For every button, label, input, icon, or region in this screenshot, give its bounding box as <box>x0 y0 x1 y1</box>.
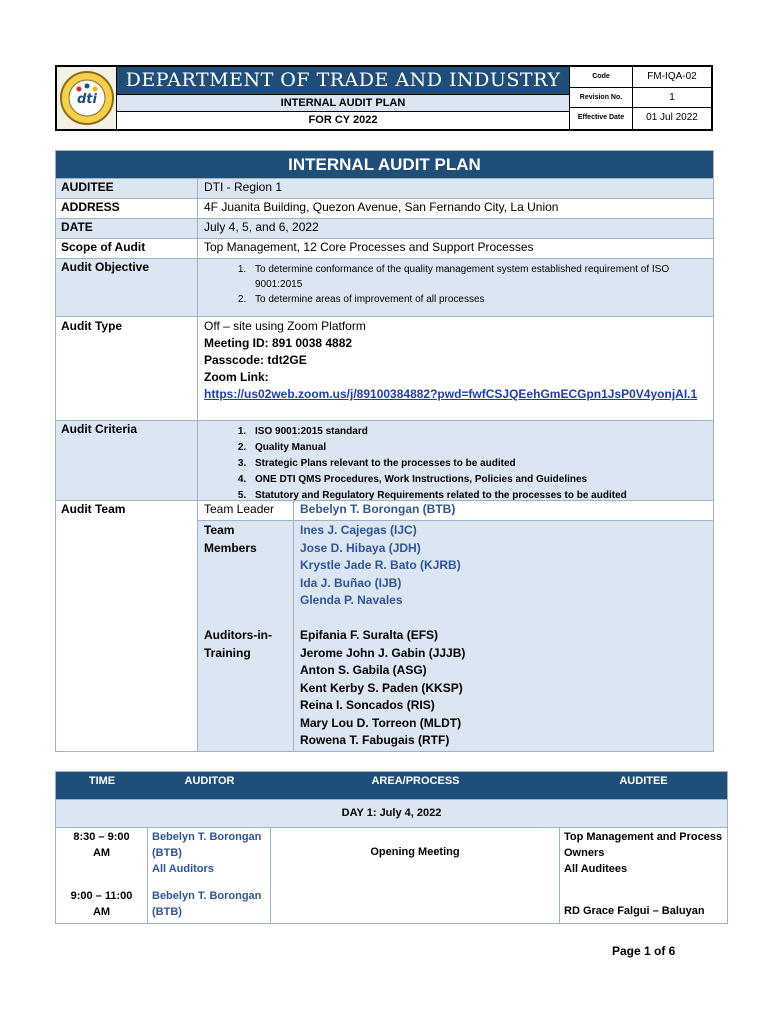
row-audit-type <box>56 316 713 420</box>
time-line: AM <box>92 906 111 918</box>
zoom-link-label: Zoom Link: <box>204 370 269 384</box>
list-item: 3. Strategic Plans relevant to the processes to be audited <box>249 456 707 472</box>
row-label: Audit Criteria <box>56 421 198 500</box>
criteria-list <box>204 424 707 504</box>
time-cell <box>56 887 148 923</box>
team-leader-name: Bebelyn T. Borongan (BTB) <box>300 502 456 516</box>
meta-value: 1 <box>669 91 675 103</box>
meta-effective-date <box>570 108 711 129</box>
meta-label: Effective Date <box>570 108 633 129</box>
trainee: Reina I. Soncados (RIS) <box>300 698 435 712</box>
doc-meta <box>569 67 711 129</box>
time-cell <box>56 828 148 887</box>
row-label: Audit Type <box>56 317 198 420</box>
row-value: Top Management, 12 Core Processes and Support Processes <box>204 240 534 254</box>
row-address <box>56 198 713 218</box>
trainees-label-line: Auditors-in- <box>204 628 272 642</box>
document-header <box>55 65 713 131</box>
col-area: AREA/PROCESS <box>371 775 460 787</box>
list-item: 1. ISO 9001:2015 standard <box>249 424 707 440</box>
meta-value: 01 Jul 2022 <box>646 112 698 124</box>
list-item: 2. To determine areas of improvement of all processes <box>249 292 707 307</box>
col-time: TIME <box>88 775 116 787</box>
row-criteria <box>56 420 713 500</box>
dti-logo <box>57 67 117 129</box>
team-member: Jose D. Hibaya (JDH) <box>300 540 421 555</box>
passcode: Passcode: tdt2GE <box>204 353 307 367</box>
page-number: Page 1 of 6 <box>612 944 676 958</box>
row-audit-team <box>56 500 713 751</box>
schedule-header <box>56 772 727 799</box>
list-item: 4. ONE DTI QMS Procedures, Work Instructions, Policies and Guidelines <box>249 472 707 488</box>
area-cell <box>271 887 560 923</box>
list-item: 2. Quality Manual <box>249 440 707 456</box>
team-details <box>198 501 713 751</box>
auditee-cell: RD Grace Falgui – Baluyan <box>564 905 705 917</box>
row-date <box>56 218 713 238</box>
auditor-line: Bebelyn T. Borongan <box>152 831 262 843</box>
team-member: Ines J. Cajegas (IJC) <box>300 523 417 537</box>
meta-revision <box>570 88 711 109</box>
table-row <box>56 887 727 923</box>
meta-value: FM-IQA-02 <box>647 71 697 82</box>
team-member-names <box>294 521 713 751</box>
zoom-link[interactable]: https://us02web.zoom.us/j/89100384882?pwd=fwfCSJQEehGmECGpn1JsP0V4yonjAI.1 <box>204 387 698 401</box>
auditor-cell <box>148 887 271 923</box>
table-row <box>56 827 727 887</box>
row-value <box>198 317 713 420</box>
team-member: Glenda P. Navales <box>300 593 403 607</box>
objective-list <box>204 262 707 307</box>
auditee-line: All Auditees <box>564 863 628 875</box>
auditor-line: All Auditors <box>152 863 214 875</box>
auditor-line: Bebelyn T. Borongan <box>152 890 262 902</box>
trainee: Jerome John J. Gabin (JJJB) <box>300 645 466 660</box>
trainees-label-line: Training <box>204 645 251 660</box>
doc-period: FOR CY 2022 <box>117 111 569 129</box>
area-cell: Opening Meeting <box>271 828 560 887</box>
team-member: Ida J. Buñao (IJB) <box>300 575 402 590</box>
row-value: 4F Juanita Building, Quezon Avenue, San Fernando City, La Union <box>204 200 559 214</box>
time-line: 8:30 – 9:00 <box>73 831 130 843</box>
row-label: Audit Team <box>56 501 198 751</box>
time-line: 9:00 – 11:00 <box>70 890 133 902</box>
meta-label: Revision No. <box>570 88 633 108</box>
auditor-line: (BTB) <box>152 906 182 918</box>
row-auditee <box>56 178 713 198</box>
doc-title: INTERNAL AUDIT PLAN <box>117 94 569 111</box>
col-auditee: AUDITEE <box>619 775 668 787</box>
team-members-label <box>198 521 294 751</box>
auditee-cell <box>560 828 727 887</box>
list-item: 1. To determine conformance of the quality management system established requirement of ISO 9001:2015 <box>249 262 707 292</box>
meta-label: Code <box>570 67 633 87</box>
team-members-line <box>198 520 713 751</box>
trainee: Mary Lou D. Torreon (MLDT) <box>300 715 462 730</box>
spacer <box>204 557 287 627</box>
svg-text:dti: dti <box>77 92 97 107</box>
members-label-line: Members <box>204 540 257 555</box>
row-objective <box>56 258 713 316</box>
row-value <box>198 421 713 500</box>
members-label-line: Team <box>204 523 235 537</box>
spacer <box>300 610 707 628</box>
audit-type-text: Off – site using Zoom Platform <box>204 319 366 333</box>
meeting-id: Meeting ID: 891 0038 4882 <box>204 336 353 350</box>
day-label: DAY 1: July 4, 2022 <box>56 799 727 827</box>
trainee: Epifania F. Suralta (EFS) <box>300 628 439 642</box>
team-leader-line <box>198 501 713 520</box>
trainee: Rowena T. Fabugais (RTF) <box>300 733 450 747</box>
row-value: July 4, 5, and 6, 2022 <box>204 220 319 234</box>
row-label: ADDRESS <box>56 199 198 218</box>
list-item: 5. Statutory and Regulatory Requirements related to the processes to be audited <box>249 488 707 504</box>
org-name: DEPARTMENT OF TRADE AND INDUSTRY <box>117 67 569 94</box>
schedule-table <box>55 771 728 924</box>
audit-plan-table <box>55 150 714 752</box>
team-member: Krystle Jade R. Bato (KJRB) <box>300 558 461 572</box>
auditor-line: (BTB) <box>152 847 182 859</box>
table-title: INTERNAL AUDIT PLAN <box>56 151 713 178</box>
row-value <box>198 259 713 316</box>
team-leader-label: Team Leader <box>198 501 294 520</box>
col-auditor: AUDITOR <box>184 775 235 787</box>
meta-code <box>570 67 711 88</box>
auditee-line: Top Management and Process <box>564 831 723 843</box>
trainee: Anton S. Gabila (ASG) <box>300 663 427 677</box>
row-label: Audit Objective <box>56 259 198 316</box>
time-line: AM <box>92 847 111 859</box>
row-label: Scope of Audit <box>56 239 198 258</box>
row-label: DATE <box>56 219 198 238</box>
auditee-line: Owners <box>564 847 605 859</box>
row-scope <box>56 238 713 258</box>
auditor-cell <box>148 828 271 887</box>
row-value: DTI - Region 1 <box>204 180 283 194</box>
row-label: AUDITEE <box>56 179 198 198</box>
trainee: Kent Kerby S. Paden (KKSP) <box>300 680 463 695</box>
